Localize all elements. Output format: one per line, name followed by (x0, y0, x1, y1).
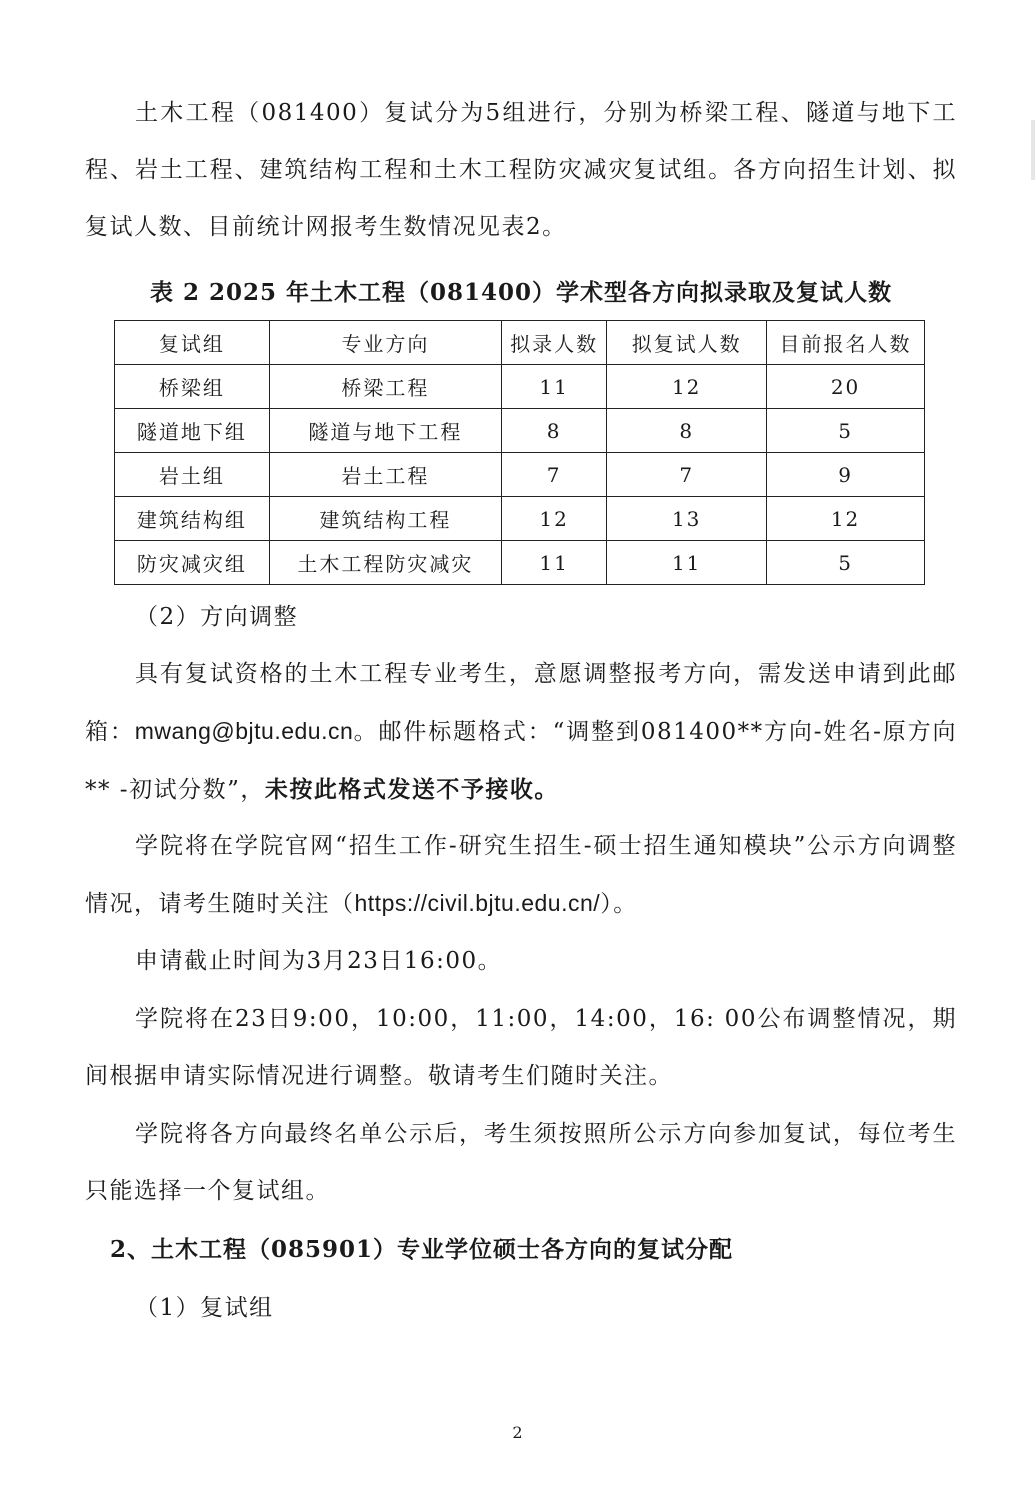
adjust-warning: 未按此格式发送不予接收。 (264, 776, 559, 803)
publicize-text-2: ）。 (600, 891, 638, 917)
final-list-paragraph: 学院将各方向最终名单公示后，考生须按照所公示方向参加复试，每位考生只能选择一个复试组。 (85, 1121, 957, 1204)
table-caption: 表 2 2025 年土木工程（081400）学术型各方向拟录取及复试人数 (149, 279, 893, 306)
header-group: 复试组 (115, 321, 270, 365)
cell-direction: 桥梁工程 (269, 365, 501, 409)
cell-direction: 土木工程防灾减灾 (269, 541, 501, 585)
contact-email[interactable]: mwang@bjtu.edu.cn (134, 718, 354, 744)
cell-planned-retest: 13 (607, 497, 767, 541)
cell-group: 隧道地下组 (115, 409, 270, 453)
announcement-times-paragraph: 学院将在23日9:00，10:00，11:00，14:00，16: 00公布调整情况，期间根据申请实际情况进行调整。敬请考生们随时关注。 (85, 1006, 957, 1089)
cell-planned-admit: 11 (501, 365, 606, 409)
cell-planned-admit: 8 (501, 409, 606, 453)
publicize-paragraph (85, 818, 957, 933)
cell-current-applicants: 20 (767, 365, 925, 409)
table-row (115, 453, 925, 497)
header-direction: 专业方向 (269, 321, 501, 365)
cell-current-applicants: 12 (767, 497, 925, 541)
page-edge-shadow (1031, 120, 1035, 180)
cell-group: 桥梁组 (115, 365, 270, 409)
website-link[interactable]: https://civil.bjtu.edu.cn/ (354, 890, 601, 916)
cell-direction: 岩土工程 (269, 453, 501, 497)
cell-planned-retest: 12 (607, 365, 767, 409)
cell-direction: 建筑结构工程 (269, 497, 501, 541)
cell-group: 防灾减灾组 (115, 541, 270, 585)
cell-current-applicants: 5 (767, 541, 925, 585)
adjust-paragraph (85, 646, 957, 819)
header-current-applicants: 目前报名人数 (767, 321, 925, 365)
table-row (115, 365, 925, 409)
table-header-row (115, 321, 925, 365)
cell-planned-retest: 7 (607, 453, 767, 497)
intro-paragraph: 土木工程（081400）复试分为5组进行，分别为桥梁工程、隧道与地下工程、岩土工程、建筑结构工程和土木工程防灾减灾复试组。各方向招生计划、拟复试人数、目前统计网报考生数情况见表2。 (85, 100, 957, 240)
publicize-text-1: 学院将在学院官网“招生工作-研究生招生-硕士招生通知模块”公示方向调整情况，请考生随时关注（ (85, 833, 957, 917)
page-number: 2 (512, 1423, 523, 1442)
adjust-text-2: 。邮件标题格式：“调整到081400**方向-姓名-原方向** -初试分数”， (85, 719, 958, 803)
cell-current-applicants: 9 (767, 453, 925, 497)
cell-group: 建筑结构组 (115, 497, 270, 541)
adjust-text-1: 具有复试资格的土木工程专业考生，意愿调整报考方向，需发送申请到此邮箱： (85, 661, 957, 745)
cell-planned-retest: 8 (607, 409, 767, 453)
cell-planned-admit: 12 (501, 497, 606, 541)
cell-planned-retest: 11 (607, 541, 767, 585)
deadline-paragraph: 申请截止时间为3月23日16:00。 (135, 948, 503, 974)
cell-direction: 隧道与地下工程 (269, 409, 501, 453)
subheading-direction-adjust: （2）方向调整 (135, 604, 299, 630)
header-planned-admit: 拟录人数 (501, 321, 606, 365)
admission-table (114, 320, 925, 585)
cell-group: 岩土组 (115, 453, 270, 497)
cell-planned-admit: 11 (501, 541, 606, 585)
section-heading: 2、土木工程（085901）专业学位硕士各方向的复试分配 (110, 1236, 734, 1263)
cell-current-applicants: 5 (767, 409, 925, 453)
table-row (115, 409, 925, 453)
subheading-retest-group: （1）复试组 (135, 1295, 274, 1321)
header-planned-retest: 拟复试人数 (607, 321, 767, 365)
table-row (115, 497, 925, 541)
cell-planned-admit: 7 (501, 453, 606, 497)
table-row (115, 541, 925, 585)
